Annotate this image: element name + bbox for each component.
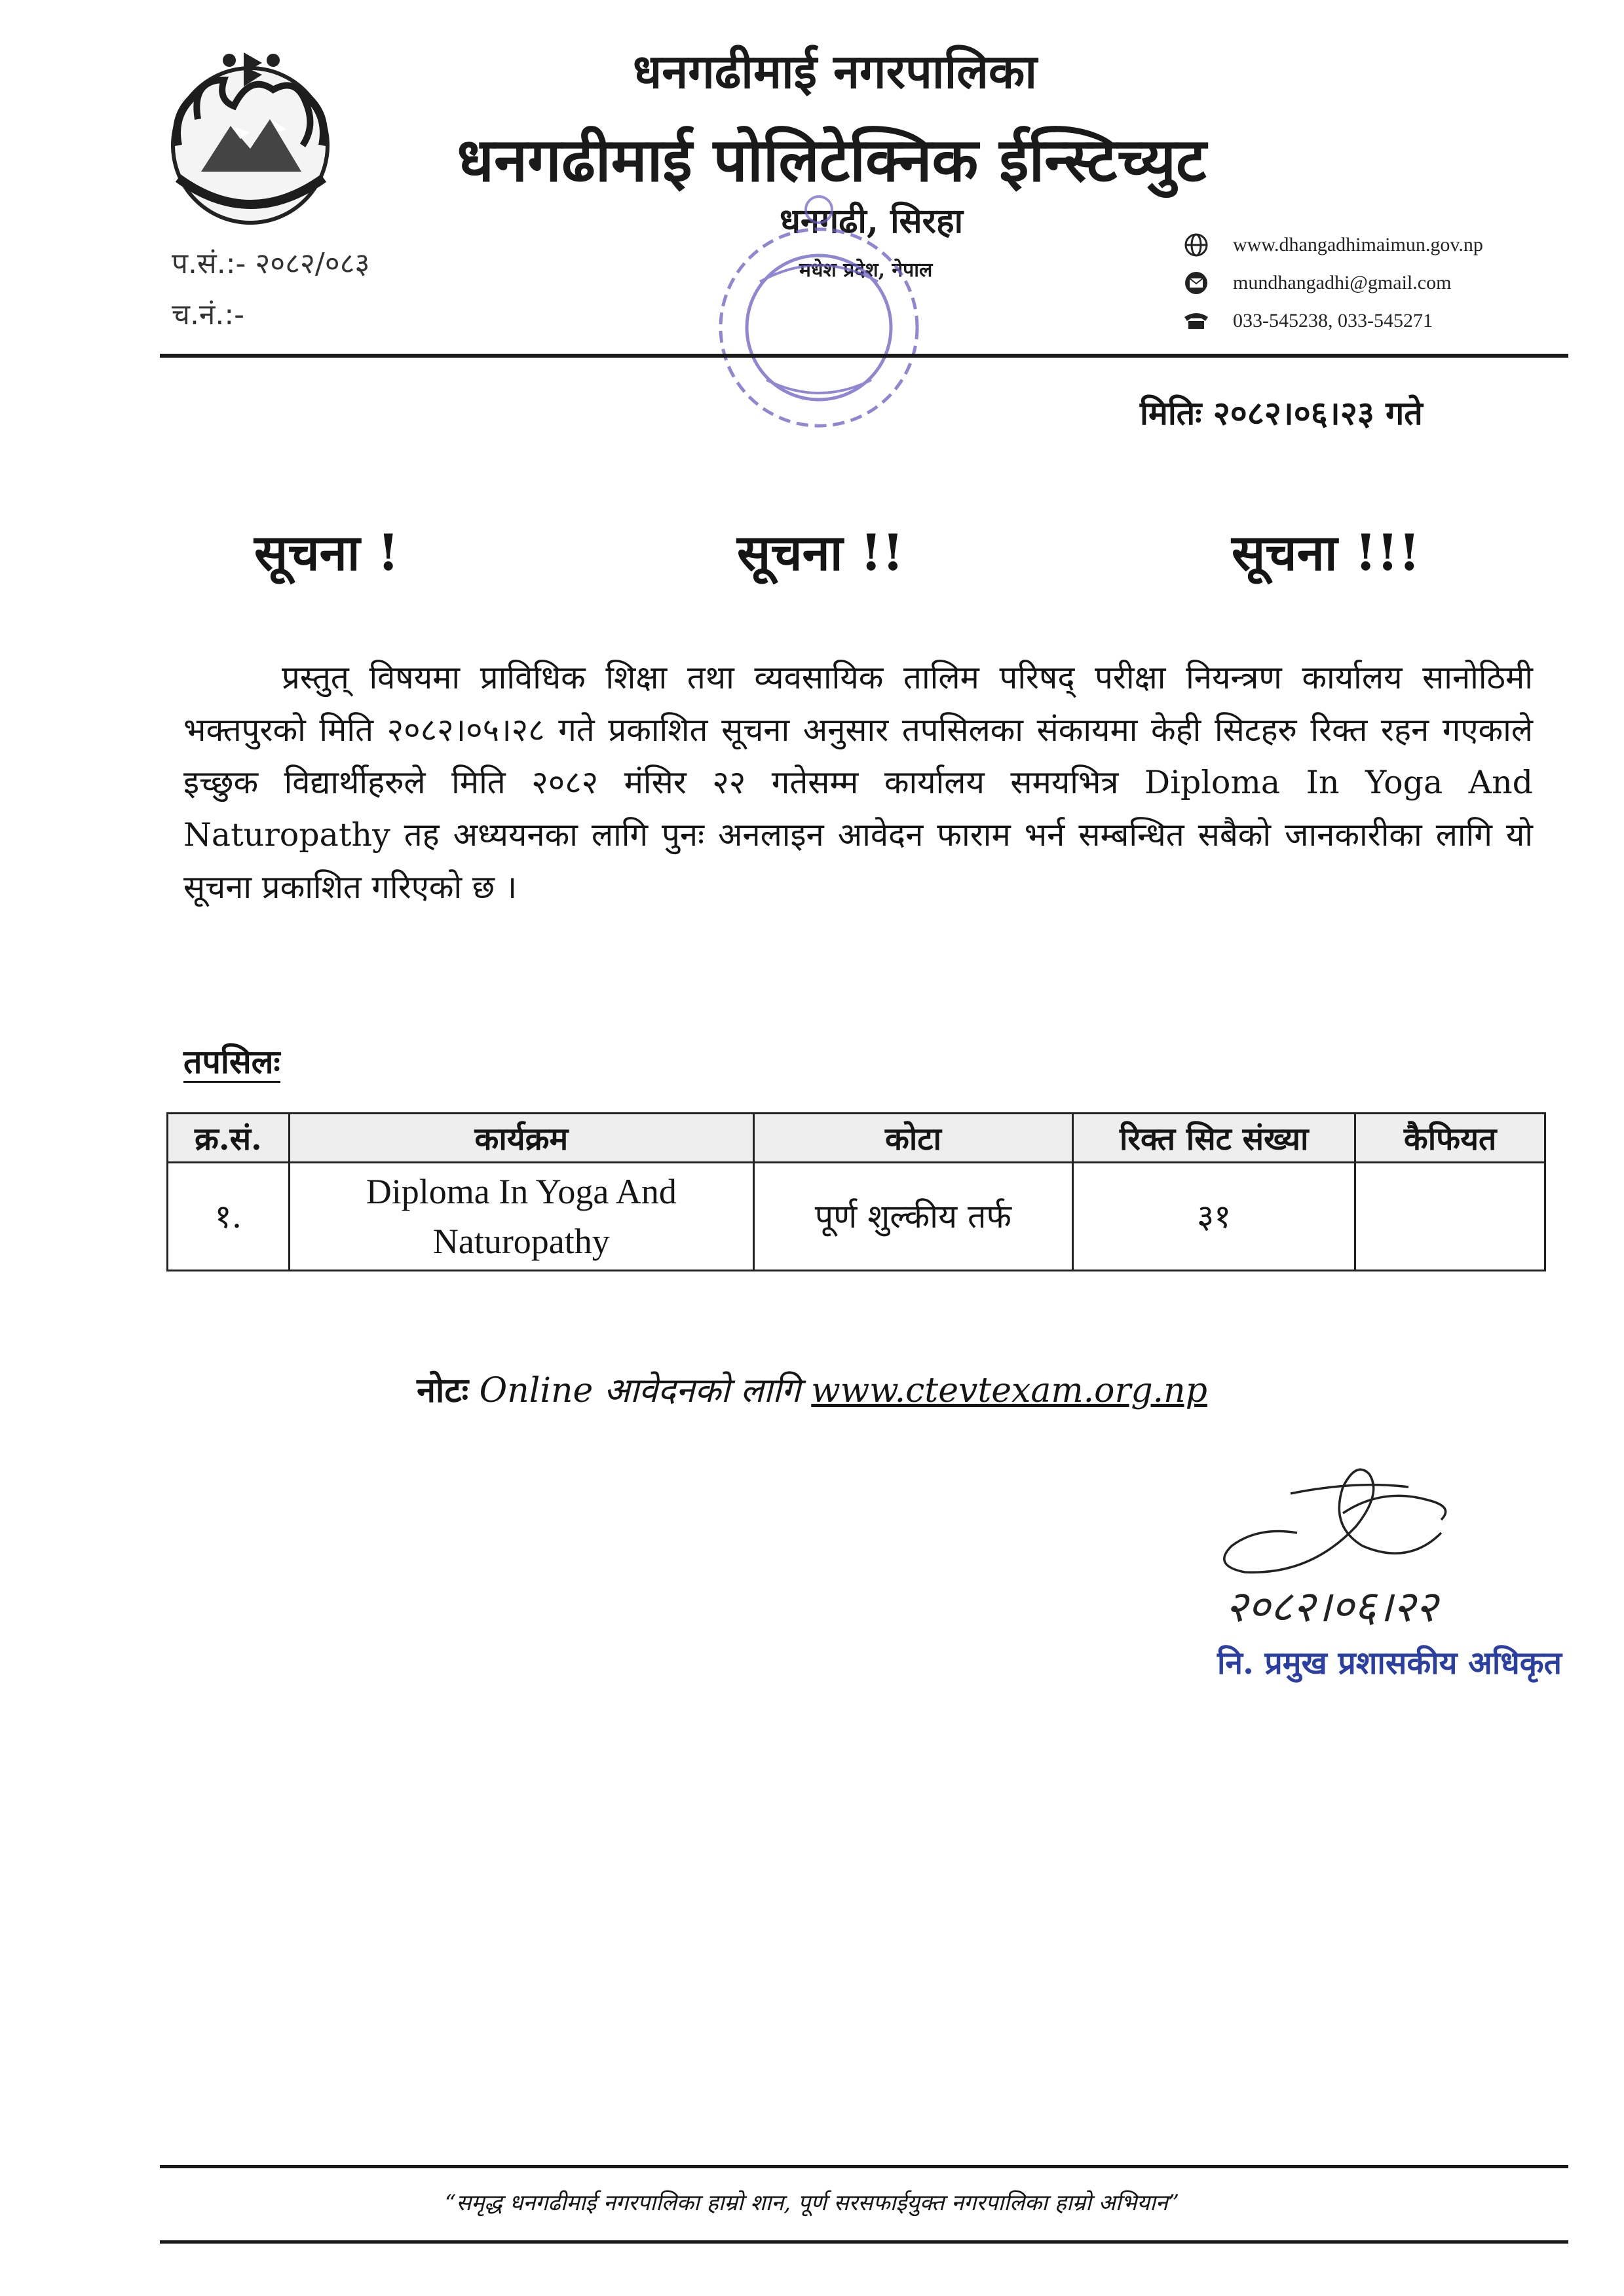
website-link[interactable]: www.dhangadhimaimun.gov.np [1233,234,1483,255]
reference-number: प.सं.:- २०८२/०८३ [172,247,370,280]
globe-icon [1179,232,1213,258]
email-link[interactable]: mundhangadhi@gmail.com [1233,272,1452,293]
location-text: धनगढी, सिरहा [780,201,964,241]
header-remarks: कैफियत [1355,1114,1545,1163]
header-sn: क्र.सं. [168,1114,290,1163]
cell-program-line-2: Naturopathy [432,1222,610,1261]
ctevt-exam-link[interactable]: www.ctevtexam.org.np [811,1371,1207,1410]
footer-divider-top [160,2165,1568,2168]
notice-title-2: सूचना !! [737,523,904,582]
footer-slogan: “समृद्ध धनगढीमाई नगरपालिका हाम्रो शान, पूर्ण सरसफाईयुक्त नगरपालिका हाम्रो अभियान” [444,2190,1180,2216]
phone-text: 033-545238, 033-545271 [1233,310,1433,331]
phone-icon [1179,308,1213,334]
cell-remarks [1355,1163,1545,1271]
table-header-row [168,1114,1545,1163]
notice-title-1: सूचना ! [254,523,400,582]
header-program: कार्यक्रम [289,1114,753,1163]
footer-divider-bottom [160,2240,1568,2244]
signature [1192,1435,1585,1651]
email-row [1179,264,1483,302]
online-note [0,1366,1624,1412]
cell-seats: ३१ [1073,1163,1355,1271]
notice-body: प्रस्तुत् विषयमा प्राविधिक शिक्षा तथा व्यवसायिक तालिम परिषद् परीक्षा नियन्त्रण कार्यालय सानोठिमी भक्तपुरको मिति २०८२।०५।२८ गते प्रकाशित सूचना अनुसार तपसिलका संकायमा केही सिटहरु रिक्त रहन गएकाले इच्छुक विद्यार्थीहरुले मिति २०८२ मंसिर २२ गतेसम्म कार्यालय समयभित्र Diploma In Yoga And Naturopathy तह अध्ययनका लागि पुनः अनलाइन आवेदन फाराम भर्न सम्बन्धित सबैको जानकारीका लागि यो सूचना प्रकाशित गरिएको छ । [183,659,1533,906]
cell-program-line-1: Diploma In Yoga And [366,1172,677,1211]
phone-row [1179,302,1483,340]
header-divider [160,354,1568,358]
cell-program [289,1163,753,1271]
seats-table [166,1112,1546,1271]
note-text: Online आवेदनको लागि [479,1371,801,1410]
province-text: मधेश प्रदेश, नेपाल [799,259,933,282]
website-row [1179,226,1483,264]
signature-date: २०८२।०६।२२ [1225,1581,1438,1632]
cell-quota: पूर्ण शुल्कीय तर्फ [753,1163,1072,1271]
institute-name: धनगढीमाई पोलिटेक्निक ईन्स्टिच्युट [457,124,1207,195]
header-quota: कोटा [753,1114,1072,1163]
table-row [168,1163,1545,1271]
note-label: नोटः [417,1370,469,1410]
chalani-number: च.नं.:- [172,298,245,331]
header-vacant-seats: रिक्त सिट संख्या [1073,1114,1355,1163]
office-stamp [662,183,963,445]
municipality-name: धनगढीमाई नगरपालिका [633,43,1037,99]
contact-block [1179,226,1483,340]
signatory-title: नि. प्रमुख प्रशासकीय अधिकृत [1217,1645,1562,1682]
issue-date: मितिः २०८२।०६।२३ गते [1140,394,1423,432]
tapsil-heading: तपसिलः [183,1043,280,1083]
notice-title-3: सूचना !!! [1232,523,1421,582]
cell-sn: १. [168,1163,290,1271]
email-icon [1179,270,1213,296]
